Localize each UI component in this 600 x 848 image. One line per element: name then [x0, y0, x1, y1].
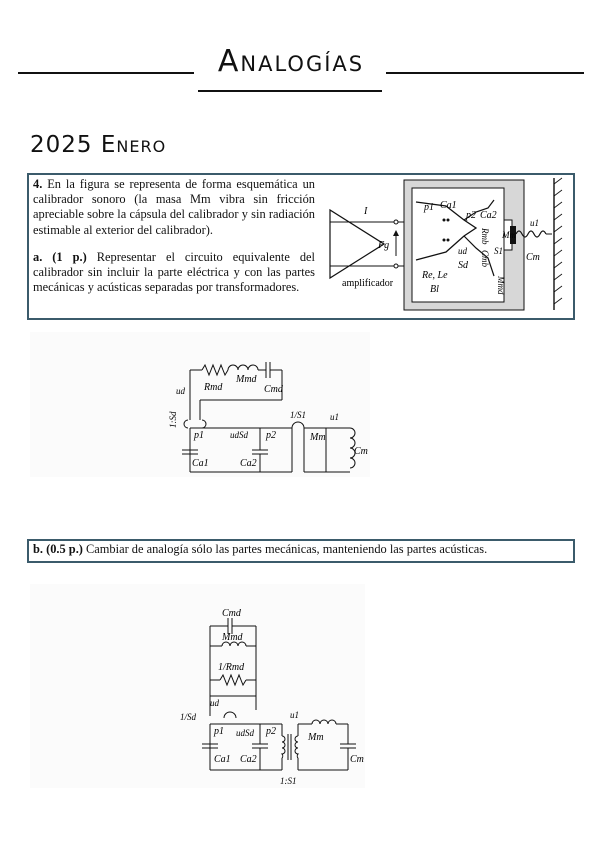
- circuit-a-cmd: Cmd: [264, 384, 283, 395]
- circuit-b-mmd: Mmd: [222, 632, 243, 643]
- figure-label-u1: u1: [530, 218, 539, 228]
- title-underline: [198, 90, 382, 92]
- circuit-a-figure: [30, 332, 370, 477]
- circuit-b-figure: [30, 584, 365, 788]
- circuit-a-p2: p2: [266, 430, 276, 441]
- circuit-b-p1: p1: [214, 726, 224, 737]
- figure-label-source: Fg: [378, 240, 390, 251]
- figure-label-sd: Sd: [458, 260, 468, 271]
- circuit-b-ratio-sd: 1/Sd: [180, 712, 197, 722]
- figure-label-ca2: Ca2: [480, 210, 497, 221]
- part-b-text: Cambiar de analogía sólo las partes mecánicas, manteniendo las partes acústicas.: [86, 542, 488, 556]
- circuit-a-cm: Cm: [354, 446, 368, 457]
- circuit-a-ratio-s1: 1/S1: [290, 410, 307, 420]
- figure-label-ca1: Ca1: [440, 200, 457, 211]
- figure-label-mmd: Mmd: [496, 276, 506, 295]
- figure-label-p1: p1: [424, 202, 434, 213]
- circuit-a-p1: p1: [194, 430, 204, 441]
- circuit-b-cmd: Cmd: [222, 608, 241, 619]
- title-rule-right: [386, 72, 584, 74]
- figure-label-cm: Cm: [526, 252, 540, 263]
- circuit-a-ud: ud: [176, 386, 185, 396]
- circuit-a-ca2: Ca2: [240, 458, 257, 469]
- figure-label-re-le: Re, Le: [422, 270, 448, 281]
- part-a-label: a. (1 p.): [33, 250, 87, 264]
- circuit-a-mmd: Mmd: [236, 374, 257, 385]
- figure-label-s1: S1: [494, 246, 503, 256]
- figure-label-current: I: [364, 206, 368, 217]
- circuit-b-ratio-s1: 1:S1: [280, 776, 297, 786]
- calibrator-figure: [326, 176, 570, 314]
- circuit-b-udsd: udSd: [236, 728, 254, 738]
- figure-label-mm: Mm: [502, 230, 516, 240]
- circuit-b-u1: u1: [290, 710, 299, 720]
- circuit-b-ca2: Ca2: [240, 754, 257, 765]
- circuit-b-rmd-inv: 1/Rmd: [218, 662, 245, 673]
- title-rule-left: [18, 72, 194, 74]
- figure-label-bl: Bl: [430, 284, 439, 295]
- question-4-intro: [33, 177, 315, 238]
- section-title: 2025 Enero: [30, 132, 167, 158]
- figure-label-rmb: Rmb: [480, 228, 490, 245]
- circuit-a-mm: Mm: [310, 432, 326, 443]
- question-number: 4.: [33, 177, 43, 191]
- circuit-a-udsd: udSd: [230, 430, 248, 440]
- figure-label-ud: ud: [458, 246, 467, 256]
- circuit-b-cm: Cm: [350, 754, 364, 765]
- circuit-b-mm: Mm: [308, 732, 324, 743]
- figure-label-amplifier: amplificador: [342, 278, 394, 289]
- circuit-b-p2: p2: [266, 726, 276, 737]
- circuit-a-ratio-sd: 1:Sd: [168, 411, 178, 428]
- circuit-a-rmd: Rmd: [204, 382, 223, 393]
- amplifier-triangle: [330, 210, 384, 278]
- question-4a: [33, 250, 315, 296]
- circuit-a-u1: u1: [330, 412, 339, 422]
- part-a-text: Representar el circuito equivalente del calibrador sin incluir la parte eléctrica y con las partes mecánicas y acústicas separadas por transformadores.: [33, 250, 315, 295]
- part-b-label: b. (0.5 p.): [33, 542, 83, 556]
- circuit-a-ca1: Ca1: [192, 458, 209, 469]
- page-title: Analogías: [217, 44, 365, 79]
- question-b: [33, 542, 569, 557]
- figure-label-cmb: Cmb: [480, 250, 490, 268]
- circuit-b-ud: ud: [210, 698, 219, 708]
- figure-label-p2: p2: [466, 210, 476, 221]
- circuit-b-ca1: Ca1: [214, 754, 231, 765]
- question-intro-text: En la figura se representa de forma esquemática un calibrador sonoro (la masa Mm vibra sin fricción apreciable sobre la cápsula del calibrador y sin radiación estimable al exterior del calibrador).: [33, 177, 315, 237]
